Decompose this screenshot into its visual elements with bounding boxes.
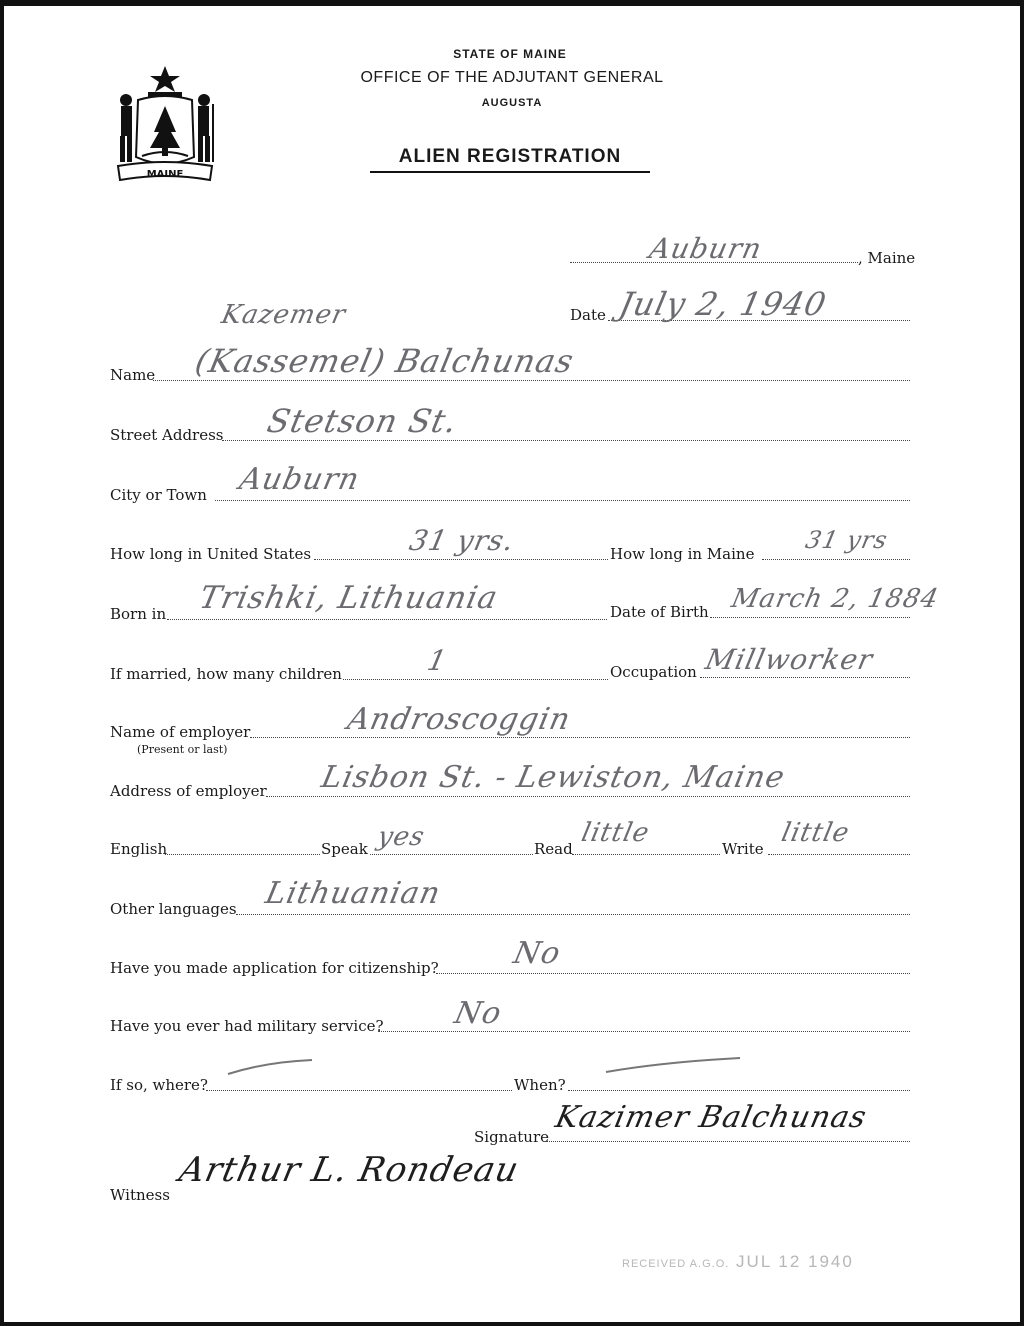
military-line [378, 1031, 910, 1032]
read-line [572, 854, 720, 855]
when-line [568, 1090, 910, 1091]
write-entry: little [778, 818, 853, 848]
form-title: ALIEN REGISTRATION [370, 146, 650, 173]
street-entry: Stetson St. [263, 402, 462, 440]
read-label: Read [534, 840, 573, 858]
state-heading: STATE OF MAINE [453, 47, 567, 61]
citizenship-entry: No [510, 936, 565, 971]
occupation-line [700, 677, 910, 678]
how-long-maine-label: How long in Maine [610, 545, 755, 563]
where-dash-mark [226, 1058, 316, 1078]
citizenship-line [436, 973, 910, 974]
occupation-entry: Millworker [702, 643, 877, 676]
write-line [768, 854, 910, 855]
received-stamp-date: JUL 12 1940 [736, 1252, 854, 1271]
street-label: Street Address [110, 426, 224, 444]
scan-border-bottom [0, 1322, 1024, 1326]
children-label: If married, how many children [110, 665, 342, 683]
signature-entry: Kazimer Balchunas [552, 1100, 871, 1135]
born-in-label: Born in [110, 605, 167, 623]
employer-entry: Androscoggin [344, 702, 574, 737]
children-entry: 1 [424, 644, 451, 677]
place-suffix: , Maine [858, 249, 916, 267]
if-so-where-label: If so, where? [110, 1076, 208, 1094]
office-heading: OFFICE OF THE ADJUTANT GENERAL [360, 69, 664, 86]
employer-label: Name of employer [110, 723, 251, 741]
svg-text:MAINE: MAINE [146, 169, 184, 180]
write-label: Write [722, 840, 764, 858]
if-so-where-line [206, 1090, 512, 1091]
received-stamp-label: RECEIVED A.G.O. [622, 1258, 730, 1270]
how-long-us-label: How long in United States [110, 545, 312, 563]
witness-entry: Arthur L. Rondeau [175, 1150, 523, 1190]
other-languages-entry: Lithuanian [262, 876, 444, 911]
street-line [222, 440, 910, 441]
name-line [153, 380, 910, 381]
city-heading: AUGUSTA [481, 97, 543, 109]
date-label: Date [570, 306, 606, 324]
other-languages-line [236, 914, 910, 915]
name-entry: (Kassemel) Balchunas [191, 342, 578, 380]
employer-address-label: Address of employer [110, 782, 267, 800]
place-entry: Auburn [646, 232, 766, 265]
witness-label: Witness [110, 1186, 170, 1204]
other-languages-label: Other languages [110, 900, 237, 918]
born-in-line [167, 619, 607, 620]
employer-address-line [266, 796, 910, 797]
employer-address-entry: Lisbon St. - Lewiston, Maine [318, 760, 789, 795]
signature-line [546, 1141, 910, 1142]
name-above-entry: Kazemer [218, 300, 349, 330]
born-in-entry: Trishki, Lithuania [196, 580, 502, 616]
scan-border-top [0, 0, 1024, 6]
speak-entry: yes [374, 822, 428, 852]
when-dash-mark [604, 1056, 744, 1076]
english-label: English [110, 840, 168, 858]
read-entry: little [578, 818, 653, 848]
city-line [215, 500, 910, 501]
speak-line [370, 854, 533, 855]
children-line [343, 679, 608, 680]
how-long-maine-entry: 31 yrs [803, 526, 891, 554]
date-entry: July 2, 1940 [615, 285, 831, 323]
military-label: Have you ever had military service? [110, 1017, 384, 1035]
employer-sublabel: (Present or last) [137, 743, 228, 756]
how-long-maine-line [762, 559, 910, 560]
how-long-us-line [314, 559, 608, 560]
english-line [165, 854, 320, 855]
city-label: City or Town [110, 486, 207, 504]
signature-label: Signature [474, 1128, 550, 1146]
dob-entry: March 2, 1884 [728, 584, 942, 614]
speak-label: Speak [321, 840, 368, 858]
name-label: Name [110, 366, 156, 384]
received-stamp [622, 1252, 854, 1272]
employer-line [250, 737, 910, 738]
when-label: When? [514, 1076, 566, 1094]
occupation-label: Occupation [610, 663, 697, 681]
how-long-us-entry: 31 yrs. [406, 524, 518, 557]
citizenship-label: Have you made application for citizenship? [110, 959, 439, 977]
scan-border-right [1020, 0, 1024, 1326]
dob-line [710, 617, 910, 618]
city-entry: Auburn [236, 462, 363, 497]
dob-label: Date of Birth [610, 603, 709, 621]
military-entry: No [451, 996, 506, 1031]
scan-border-left [0, 0, 4, 1326]
